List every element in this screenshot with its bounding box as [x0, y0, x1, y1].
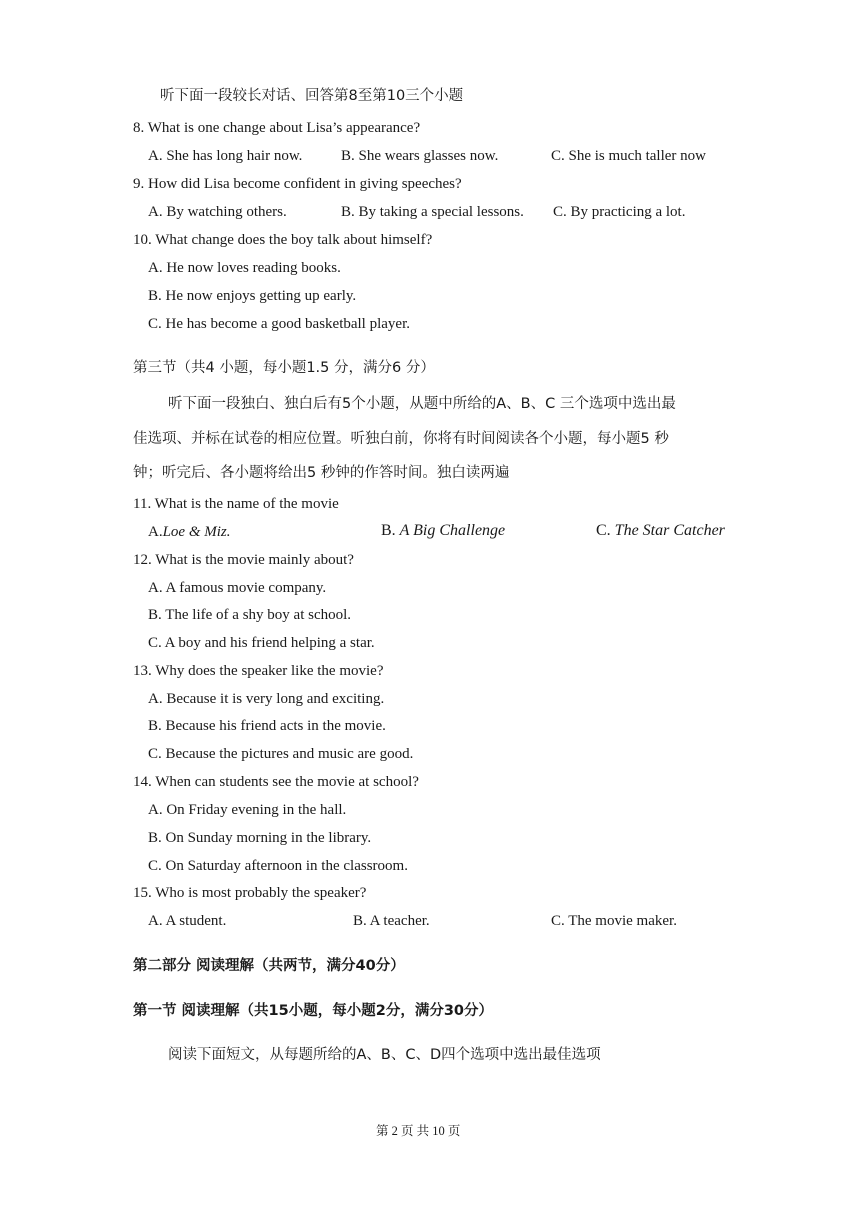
question-14-option-a: A. On Friday evening in the hall. [148, 802, 347, 818]
section-3-instructions-line-3: 钟；听完后、各小题将给出5 秒钟的作答时间。独白读两遍 [133, 465, 510, 481]
question-13-option-b: B. Because his friend acts in the movie. [148, 718, 386, 734]
part-2-instructions: 阅读下面短文，从每题所给的A、B、C、D四个选项中选出最佳选项 [168, 1047, 601, 1063]
question-15-stem: 15. Who is most probably the speaker? [133, 885, 367, 901]
question-13-stem: 13. Why does the speaker like the movie? [133, 663, 384, 679]
section-3-instructions-line-1: 听下面一段独白、独白后有5个小题，从题中所给的A、B、C 三个选项中选出最 [168, 396, 676, 412]
section-intro: 听下面一段较长对话、回答第8至第10三个小题 [160, 88, 464, 104]
question-8-stem: 8. What is one change about Lisa’s appearance? [133, 120, 421, 136]
question-12-option-b: B. The life of a shy boy at school. [148, 607, 352, 623]
question-12-stem: 12. What is the movie mainly about? [133, 552, 354, 568]
question-8-option-b: B. She wears glasses now. [341, 148, 499, 164]
question-9-option-b: B. By taking a special lessons. [341, 204, 524, 220]
part-2-section-1-heading: 第一节 阅读理解（共15小题，每小题2分，满分30分） [133, 1003, 493, 1019]
question-8-option-c: C. She is much taller now [551, 148, 706, 164]
option-b-title-2: Challenge [439, 522, 506, 539]
question-13-option-c: C. Because the pictures and music are good. [148, 746, 414, 762]
question-11-option-a [148, 522, 231, 542]
question-15-option-a: A. A student. [148, 913, 227, 929]
question-14-option-c: C. On Saturday afternoon in the classroom. [148, 858, 408, 874]
question-11-option-b [381, 521, 505, 541]
question-15-option-b: B. A teacher. [353, 913, 430, 929]
question-11-option-c [596, 521, 725, 541]
option-a-title: Loe & Miz. [162, 524, 231, 540]
part-2-heading: 第二部分 阅读理解（共两节，满分40分） [133, 958, 405, 974]
question-8-option-a: A. She has long hair now. [148, 148, 303, 164]
option-c-title: The Star Catcher [614, 522, 725, 539]
option-b-letter: B. [381, 522, 396, 539]
question-11-stem: 11. What is the name of the movie [133, 496, 339, 512]
question-9-option-a: A. By watching others. [148, 204, 287, 220]
section-3-instructions-line-2: 佳选项、并标在试卷的相应位置。听独白前，你将有时间阅读各个小题，每小题5 秒 [133, 431, 669, 447]
option-c-letter: C. [596, 522, 611, 539]
question-12-option-c: C. A boy and his friend helping a star. [148, 635, 375, 651]
question-9-option-c: C. By practicing a lot. [553, 204, 686, 220]
section-3-heading: 第三节（共4 小题，每小题1.5 分，满分6 分） [133, 360, 435, 376]
question-10-option-c: C. He has become a good basketball player. [148, 316, 411, 332]
question-10-option-b: B. He now enjoys getting up early. [148, 288, 357, 304]
question-12-option-a: A. A famous movie company. [148, 580, 327, 596]
option-b-title: A Big [399, 522, 436, 539]
option-a-letter: A. [148, 524, 163, 540]
question-15-option-c: C. The movie maker. [551, 913, 677, 929]
question-10-stem: 10. What change does the boy talk about himself? [133, 232, 433, 248]
question-13-option-a: A. Because it is very long and exciting. [148, 691, 385, 707]
question-10-option-a: A. He now loves reading books. [148, 260, 341, 276]
question-14-option-b: B. On Sunday morning in the library. [148, 830, 372, 846]
page-number-footer: 第 2 页 共 10 页 [376, 1124, 461, 1138]
question-9-stem: 9. How did Lisa become confident in giving speeches? [133, 176, 462, 192]
question-14-stem: 14. When can students see the movie at school? [133, 774, 419, 790]
